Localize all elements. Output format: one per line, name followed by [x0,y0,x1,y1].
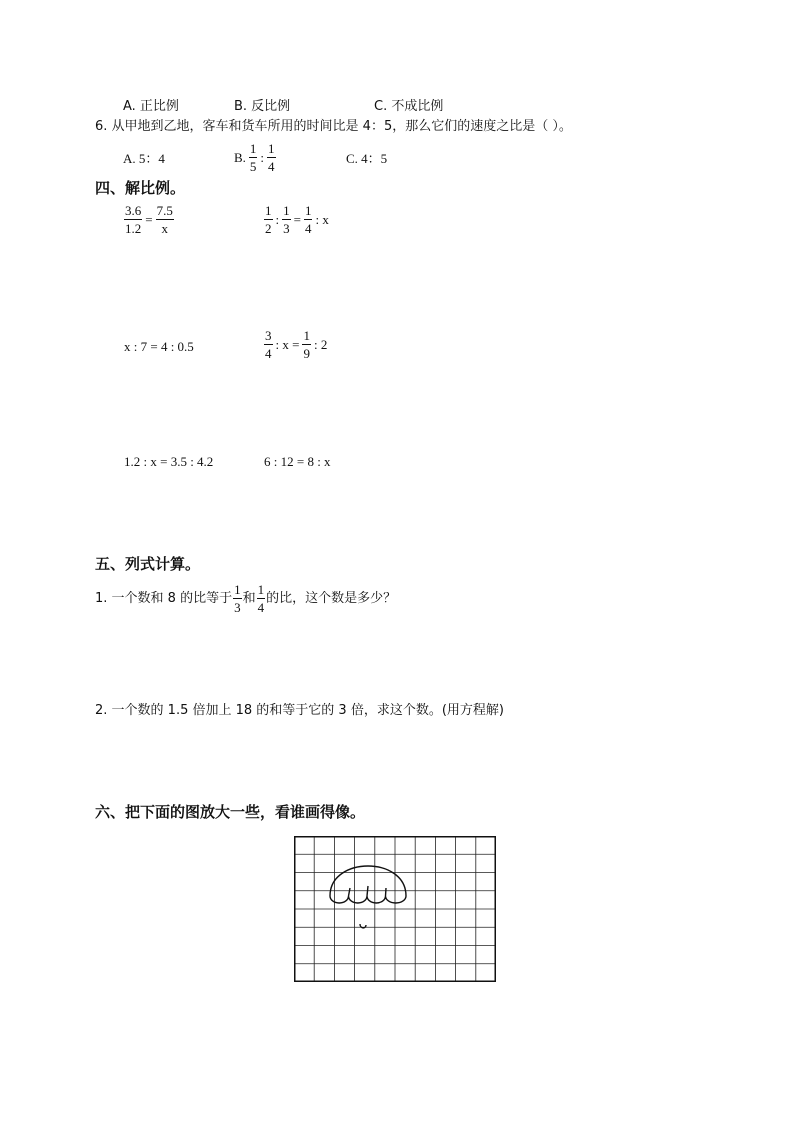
ratio-tail: : 2 [313,337,328,352]
numerator: 1 [304,203,312,218]
fraction [302,329,311,360]
problem-text: 1. 一个数和 8 的比等于 [95,591,233,606]
q5-option-a: A. 正比例 [123,99,179,114]
numerator: 1 [234,582,241,597]
fraction [267,142,276,173]
q5-option-b: B. 反比例 [234,99,291,114]
numerator: 1 [303,328,310,343]
proportion-eq4 [264,329,327,360]
denominator: 3 [283,221,290,236]
problem-text: 和 [242,591,256,606]
section6-heading: 六、把下面的图放大一些，看谁画得像。 [95,803,366,821]
numerator: 3 [265,328,272,343]
ratio-tail: : x [315,212,329,227]
word-problem-1 [95,583,396,614]
fraction [282,204,291,235]
proportion-eq5: 1.2 : x = 3.5 : 4.2 [124,454,214,469]
proportion-eq2 [264,204,329,235]
denominator: 4 [268,159,275,174]
denominator: 3 [234,600,241,615]
numerator: 1 [283,203,290,218]
fraction [264,204,273,235]
q6-text: 6. 从甲地到乙地，客车和货车所用的时间比是 4：5，那么它们的速度之比是（ ）。 [95,119,572,134]
proportion-eq6: 6 : 12 = 8 : x [264,454,331,469]
q6-option-b-label: B. [234,150,246,165]
denominator: x [161,221,168,236]
denominator: 2 [265,221,272,236]
proportion-eq1 [124,204,174,235]
equals-sign: = [145,212,153,227]
grid-lines [294,836,496,982]
numerator: 1 [249,141,257,156]
denominator: 4 [265,346,272,361]
drawing-grid [294,836,496,982]
fraction [124,204,142,235]
ratio-sign: : [275,212,280,227]
denominator: 1.2 [125,221,142,236]
ratio-middle: : x = [275,337,300,352]
fraction [233,583,242,614]
fraction [304,204,313,235]
q6-option-c: C. 4：5 [346,151,388,166]
word-problem-2: 2. 一个数的 1.5 倍加上 18 的和等于它的 3 倍，求这个数。(用方程解) [95,703,504,718]
fraction [156,204,174,235]
q6-option-b [234,142,276,173]
q6-option-a: A. 5：4 [123,151,165,166]
numerator: 1 [268,141,275,156]
denominator: 4 [304,221,312,236]
umbrella-handle [360,924,366,928]
fraction [249,142,258,173]
denominator: 5 [249,159,257,174]
problem-text: 的比，这个数是多少？ [266,591,397,606]
q5-option-c: C. 不成比例 [374,99,444,114]
fraction [264,329,273,360]
numerator: 3.6 [125,203,142,218]
grid-figure [294,836,496,982]
denominator: 4 [257,600,265,615]
denominator: 9 [303,346,310,361]
section4-heading: 四、解比例。 [95,179,186,197]
numerator: 1 [257,582,265,597]
numerator: 1 [265,203,272,218]
section5-heading: 五、列式计算。 [95,555,201,573]
ratio-sign: : [260,150,265,165]
equals-sign: = [293,212,301,227]
proportion-eq3: x : 7 = 4 : 0.5 [124,339,194,354]
fraction [257,583,266,614]
numerator: 7.5 [156,203,173,218]
